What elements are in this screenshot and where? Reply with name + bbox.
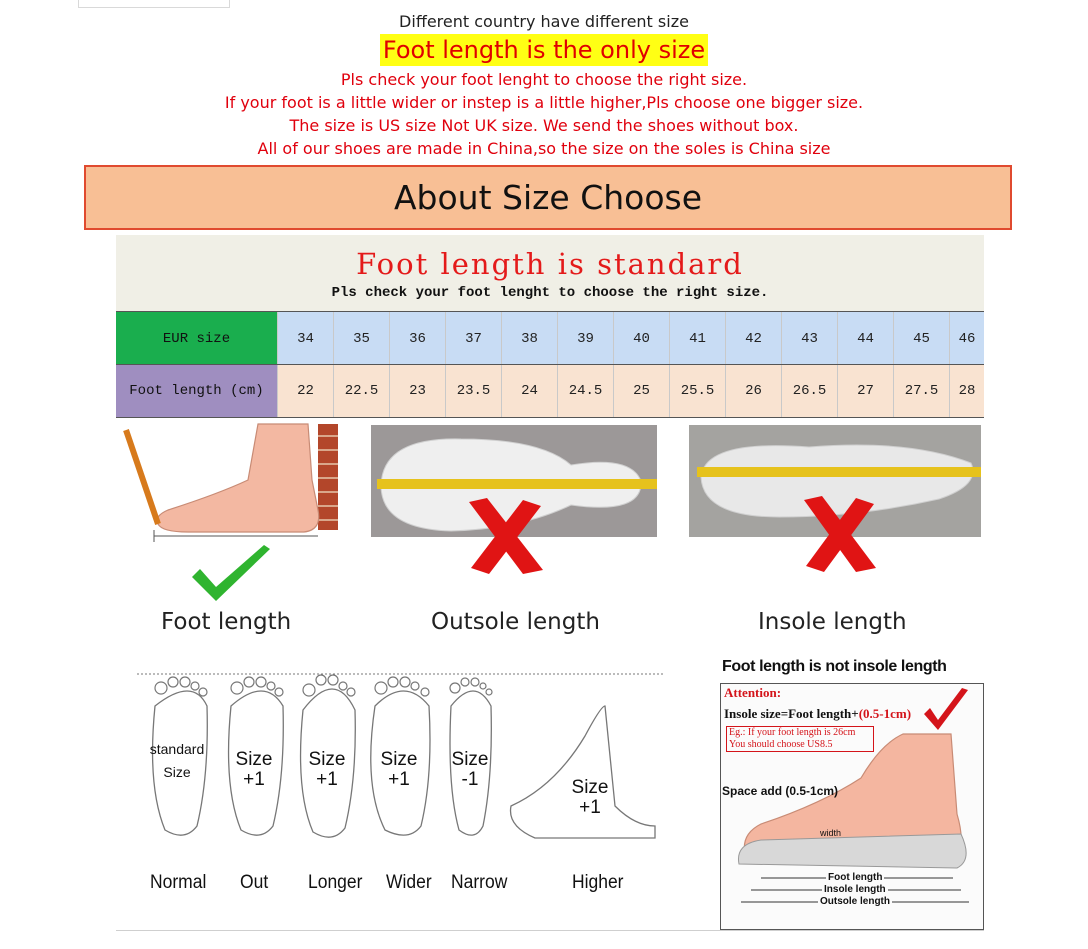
- eur-cell: 38: [501, 312, 557, 365]
- foot-cell: 28: [949, 365, 984, 417]
- note-red-2: If your foot is a little wider or instep is a little higher,Pls choose one bigger size.: [224, 93, 864, 112]
- label-normal: Normal: [150, 872, 207, 893]
- foot-cell: 24.5: [557, 365, 613, 417]
- banner-title: About Size Choose: [393, 178, 703, 217]
- width-label: width: [820, 828, 842, 838]
- eur-cell: 41: [669, 312, 725, 365]
- higher-size-label: Size +1: [571, 777, 609, 818]
- pencil: [126, 430, 158, 524]
- foot-side: [157, 424, 319, 532]
- eur-cell: 40: [613, 312, 669, 365]
- note-country: Different country have different size: [399, 12, 689, 31]
- normal-size-label: standard Size: [149, 741, 205, 780]
- wall-bricks: [318, 424, 338, 530]
- foot-cell: 27.5: [893, 365, 949, 417]
- diagram-check-icon: [922, 686, 970, 734]
- eur-cell: 44: [837, 312, 893, 365]
- eur-cell: 35: [333, 312, 389, 365]
- note-red-3: The size is US size Not UK size. We send the shoes without box.: [289, 116, 799, 135]
- foot-cell: 25.5: [669, 365, 725, 417]
- space-add-label: Space add (0.5-1cm): [722, 784, 839, 798]
- caption-outsole-length: Outsole length: [431, 609, 600, 635]
- eur-cell: 46: [949, 312, 984, 365]
- foot-cell: 26: [725, 365, 781, 417]
- check-icon: [190, 545, 272, 605]
- eur-cell: 36: [389, 312, 445, 365]
- foot-cell: 24: [501, 365, 557, 417]
- foot-cell: 23: [389, 365, 445, 417]
- insole-vs-foot-headline: Foot length is not insole length: [722, 658, 947, 675]
- attention-formula: Insole size=Foot length+(0.5-1cm): [724, 706, 912, 721]
- outsole-length-measure: Outsole length: [820, 896, 890, 907]
- size-notes: [0, 10, 1088, 160]
- note-red-1: Pls check your foot lenght to choose the right size.: [340, 70, 748, 89]
- foot-outline-higher: [511, 706, 656, 838]
- about-size-banner: [84, 165, 1012, 230]
- foot-cell: 23.5: [445, 365, 501, 417]
- foot-cell: 26.5: [781, 365, 837, 417]
- example-box: Eg.: If your foot length is 26cm You should choose US8.5: [726, 726, 874, 752]
- outsole-cross-icon: [465, 496, 547, 576]
- foot-length-header: Foot length (cm): [116, 365, 277, 417]
- eur-cell: 37: [445, 312, 501, 365]
- eur-cell: 42: [725, 312, 781, 365]
- foot-length-row: [116, 364, 984, 418]
- caption-insole-length: Insole length: [758, 609, 907, 635]
- label-higher: Higher: [572, 872, 624, 893]
- attention-title: Attention:: [724, 685, 782, 700]
- panel-title: Foot length is standard: [356, 247, 744, 281]
- narrow-size-label: Size -1: [451, 749, 489, 790]
- note-highlight: Foot length is the only size: [380, 34, 708, 66]
- note-red-4: All of our shoes are made in China,so the size on the soles is China size: [257, 139, 831, 158]
- panel-subtitle: Pls check your foot lenght to choose the right size.: [331, 285, 769, 301]
- longer-size-label: Size +1: [308, 749, 346, 790]
- out-size-label: Size +1: [235, 749, 273, 790]
- label-wider: Wider: [386, 872, 432, 893]
- foot-cell: 27: [837, 365, 893, 417]
- eur-cell: 34: [277, 312, 333, 365]
- eur-size-header: EUR size: [116, 312, 277, 365]
- caption-foot-length: Foot length: [161, 609, 292, 635]
- standard-panel: [116, 235, 984, 312]
- bottom-divider: [116, 930, 984, 931]
- top-tab-stub: [78, 0, 230, 8]
- foot-cell: 25: [613, 365, 669, 417]
- wider-size-label: Size +1: [380, 749, 418, 790]
- eur-cell: 39: [557, 312, 613, 365]
- eur-cell: 43: [781, 312, 837, 365]
- label-out: Out: [240, 872, 269, 893]
- foot-cell: 22: [277, 365, 333, 417]
- label-narrow: Narrow: [451, 872, 508, 893]
- eur-size-row: [116, 311, 984, 365]
- insole-cross-icon: [800, 494, 880, 574]
- foot-length-illustration: [118, 420, 348, 550]
- foot-cell: 22.5: [333, 365, 389, 417]
- eur-cell: 45: [893, 312, 949, 365]
- label-longer: Longer: [308, 872, 363, 893]
- foot-length-measure: Foot length: [828, 872, 883, 883]
- size-table: [116, 311, 984, 418]
- insole-length-measure: Insole length: [824, 884, 886, 895]
